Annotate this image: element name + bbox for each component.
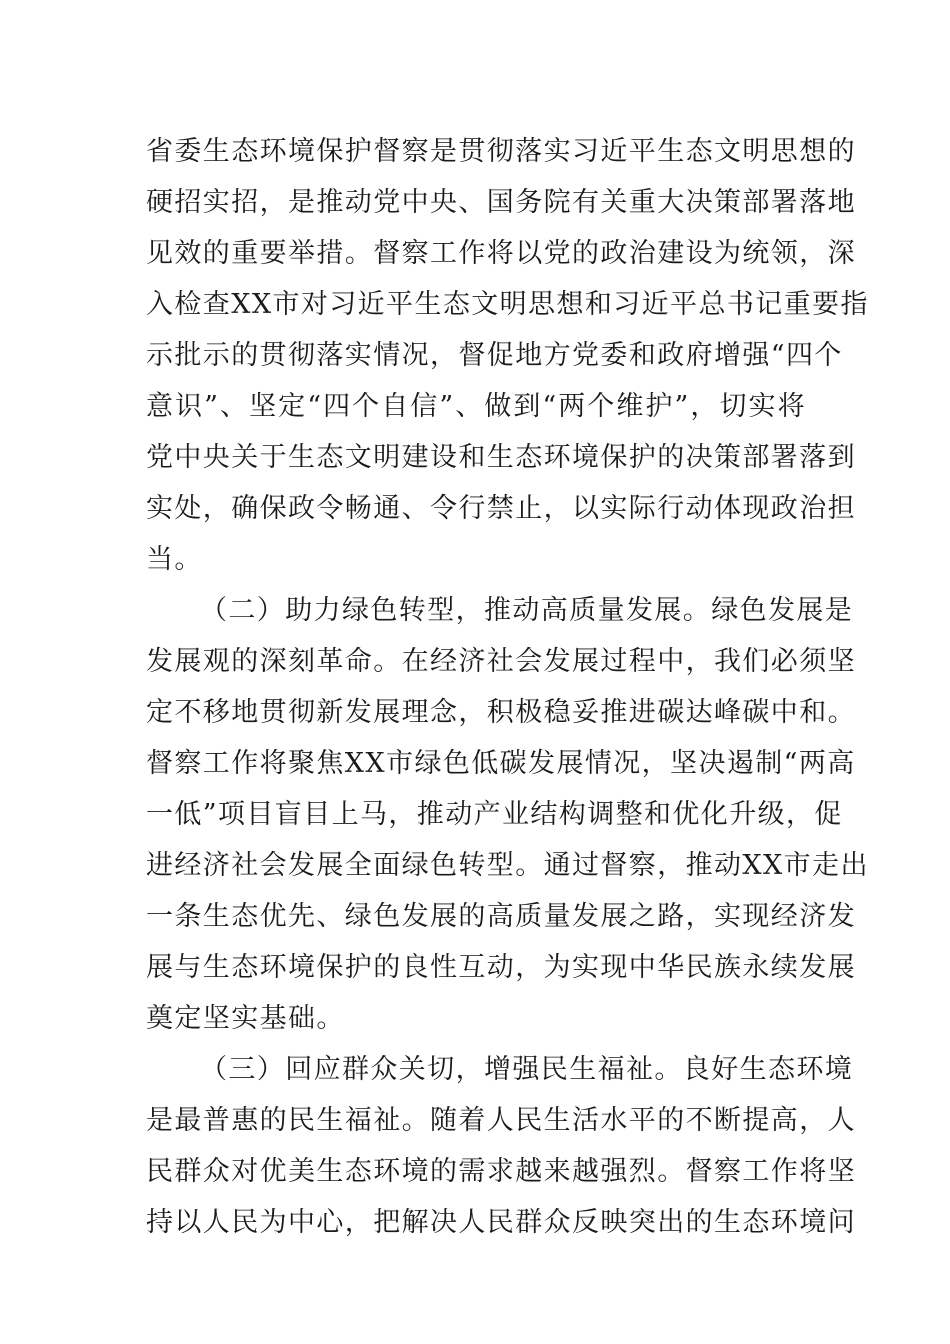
text-line: 入检查XX市对习近平生态文明思想和习近平总书记重要指: [146, 289, 869, 320]
text-line: 当。: [146, 544, 203, 575]
text-line: 督察工作将聚焦XX市绿色低碳发展情况，坚决遏制“两高: [146, 748, 856, 779]
text-line: 定不移地贯彻新发展理念，积极稳妥推进碳达峰碳中和。: [146, 697, 856, 728]
text-line: 意识”、坚定“四个自信”、做到“两个维护”，切实将: [146, 391, 806, 422]
text-line: 示批示的贯彻落实情况，督促地方党委和政府增强“四个: [146, 340, 843, 371]
text-line: 一低”项目盲目上马，推动产业结构调整和优化升级，促: [146, 799, 843, 830]
text-line: 硬招实招，是推动党中央、国务院有关重大决策部署落地: [146, 187, 856, 218]
text-line: 是最普惠的民生福祉。随着人民生活水平的不断提高，人: [146, 1105, 856, 1136]
section-heading-line: （三）回应群众关切，增强民生福祉。良好生态环境: [200, 1054, 854, 1085]
text-line: 进经济社会发展全面绿色转型。通过督察，推动XX市走出: [146, 850, 869, 881]
text-line: 持以人民为中心，把解决人民群众反映突出的生态环境问: [146, 1207, 856, 1238]
body-text: [146, 126, 869, 1248]
text-line: 见效的重要举措。督察工作将以党的政治建设为统领，深: [146, 238, 856, 269]
text-line: 一条生态优先、绿色发展的高质量发展之路，实现经济发: [146, 901, 856, 932]
text-line: 奠定坚实基础。: [146, 1003, 345, 1034]
text-line: 实处，确保政令畅通、令行禁止，以实际行动体现政治担: [146, 493, 856, 524]
text-line: 民群众对优美生态环境的需求越来越强烈。督察工作将坚: [146, 1156, 856, 1187]
text-line: 展与生态环境保护的良性互动，为实现中华民族永续发展: [146, 952, 856, 983]
section-heading-line: （二）助力绿色转型，推动高质量发展。绿色发展是: [200, 595, 854, 626]
text-line: 省委生态环境保护督察是贯彻落实习近平生态文明思想的: [146, 136, 856, 167]
text-line: 党中央关于生态文明建设和生态环境保护的决策部署落到: [146, 442, 856, 473]
text-line: 发展观的深刻革命。在经济社会发展过程中，我们必须坚: [146, 646, 856, 677]
